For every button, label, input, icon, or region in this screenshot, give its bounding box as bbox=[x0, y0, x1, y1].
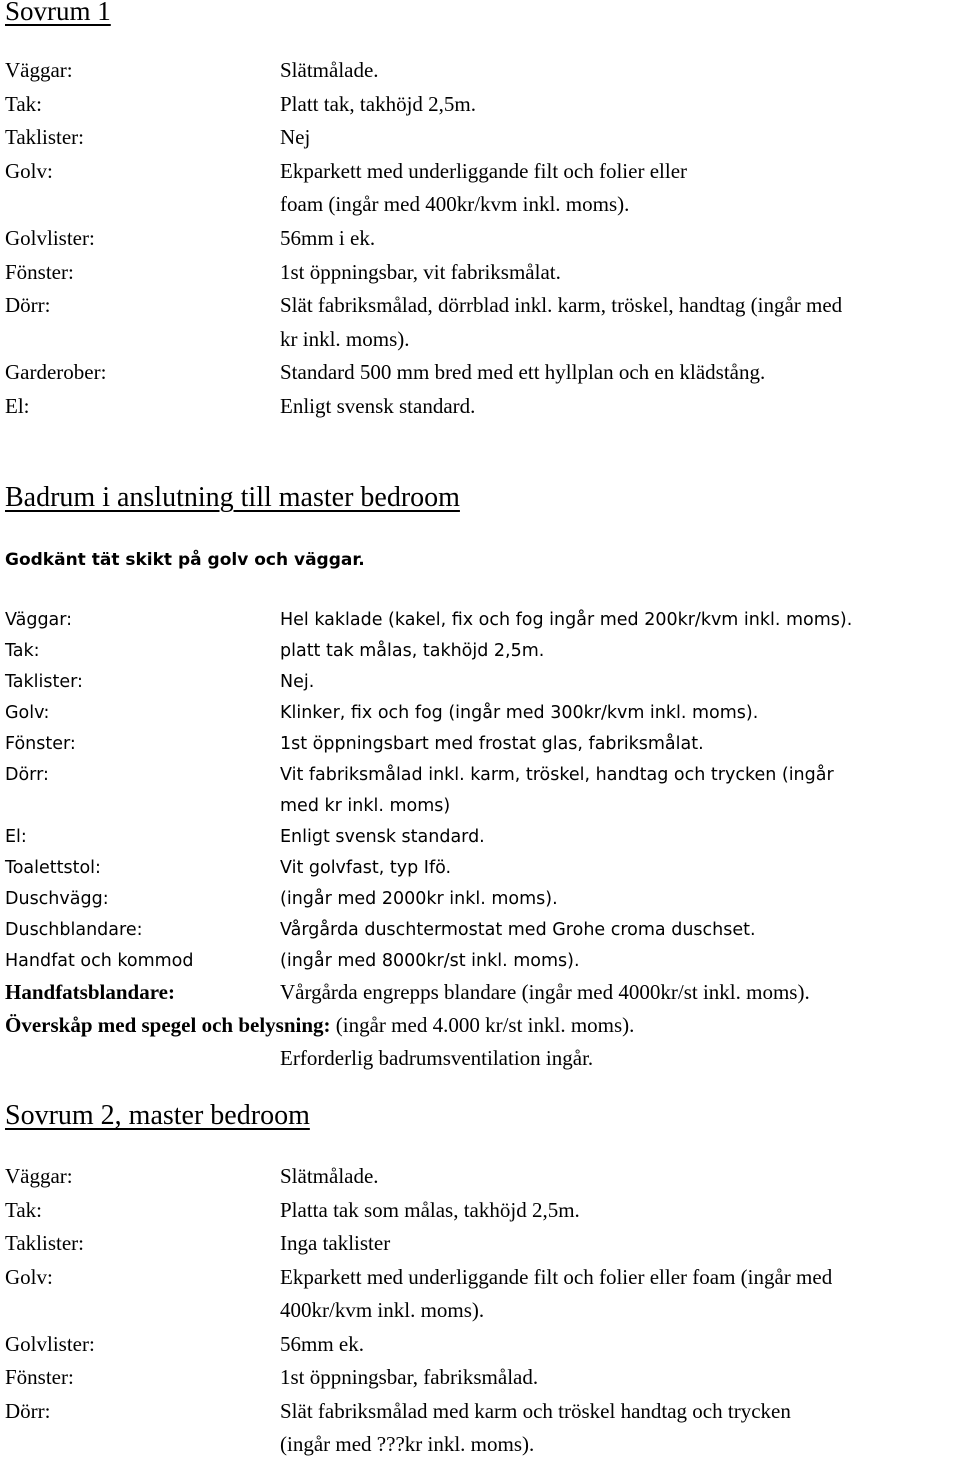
spec-row bbox=[5, 1164, 960, 1197]
spec-label: Golv: bbox=[5, 1264, 53, 1289]
spec-row bbox=[5, 1432, 960, 1465]
spec-row bbox=[5, 327, 960, 360]
spec-label: Toalettstol: bbox=[5, 858, 101, 878]
spec-label: Garderober: bbox=[5, 360, 107, 385]
spec-row bbox=[5, 260, 960, 293]
spec-label: Taklister: bbox=[5, 672, 83, 692]
spec-value: 56mm i ek. bbox=[280, 226, 376, 250]
handfatsblandare-row bbox=[5, 980, 810, 1005]
spec-value: Klinker, fix och fog (ingår med 300kr/kvm inkl. moms). bbox=[280, 703, 759, 723]
spec-label: Väggar: bbox=[5, 1164, 73, 1188]
spec-value: 400kr/kvm inkl. moms). bbox=[280, 1298, 485, 1322]
spec-label: Väggar: bbox=[5, 610, 73, 630]
spec-value: Platta tak som målas, takhöjd 2,5m. bbox=[280, 1197, 580, 1222]
spec-row bbox=[5, 159, 960, 192]
spec-row bbox=[5, 734, 960, 767]
spec-row bbox=[5, 192, 960, 225]
spec-label: Tak: bbox=[5, 641, 40, 661]
spec-label: El: bbox=[5, 827, 27, 847]
spec-value: Hel kaklade (kakel, fix och fog ingår med 200kr/kvm inkl. moms). bbox=[280, 610, 853, 630]
overskap-label: Överskåp med spegel och belysning: bbox=[5, 1013, 331, 1037]
spec-label: Handfat och kommod bbox=[5, 951, 194, 971]
spec-label: Fönster: bbox=[5, 734, 76, 754]
spec-row bbox=[5, 92, 960, 125]
spec-label: Fönster: bbox=[5, 259, 74, 284]
spec-label: Tak: bbox=[5, 91, 43, 116]
spec-row bbox=[5, 58, 960, 91]
spec-row bbox=[5, 293, 960, 326]
section-title-sovrum-2: Sovrum 2, master bedroom bbox=[5, 1100, 310, 1131]
spec-row bbox=[5, 889, 960, 922]
spec-row bbox=[5, 672, 960, 705]
spec-row bbox=[5, 1332, 960, 1365]
spec-value: Slätmålade. bbox=[280, 58, 379, 82]
spec-row bbox=[5, 1198, 960, 1231]
spec-value: (ingår med 8000kr/st inkl. moms). bbox=[280, 951, 580, 971]
spec-row bbox=[5, 920, 960, 953]
spec-label: Duschblandare: bbox=[5, 920, 143, 940]
spec-label: Taklister: bbox=[5, 125, 85, 150]
spec-value: Vit golvfast, typ Ifö. bbox=[280, 858, 452, 878]
spec-value: kr inkl. moms). bbox=[280, 326, 410, 351]
spec-value: Platt tak, takhöjd 2,5m. bbox=[280, 91, 476, 116]
spec-row bbox=[5, 610, 960, 643]
spec-value: Enligt svensk standard. bbox=[280, 394, 476, 418]
spec-row bbox=[5, 360, 960, 393]
spec-value: 1st öppningsbar, fabriksmålad. bbox=[280, 1365, 539, 1389]
spec-value: Slät fabriksmålad med karm och tröskel handtag och trycken bbox=[280, 1398, 791, 1423]
spec-value: Ekparkett med underliggande filt och folier eller bbox=[280, 158, 688, 183]
spec-row bbox=[5, 1365, 960, 1398]
spec-label: Golv: bbox=[5, 158, 53, 183]
spec-label: Duschvägg: bbox=[5, 889, 109, 909]
spec-value: Standard 500 mm bred med ett hyllplan och en klädstång. bbox=[280, 360, 766, 385]
spec-label: Väggar: bbox=[5, 58, 73, 82]
spec-label: Golvlister: bbox=[5, 1331, 95, 1356]
section-title-sovrum-1: Sovrum 1 bbox=[5, 0, 111, 26]
spec-row bbox=[5, 226, 960, 259]
spec-label: Taklister: bbox=[5, 1231, 85, 1255]
overskap-row bbox=[5, 1013, 634, 1038]
spec-label: Dörr: bbox=[5, 293, 51, 318]
spec-row bbox=[5, 394, 960, 427]
spec-row bbox=[5, 1298, 960, 1331]
badrum-intro-text: Godkänt tät skikt på golv och väggar. bbox=[5, 550, 365, 570]
spec-value: Nej. bbox=[280, 672, 315, 692]
ventilation-text: Erforderlig badrumsventilation ingår. bbox=[280, 1046, 594, 1070]
spec-value: Ekparkett med underliggande filt och folier eller foam (ingår med bbox=[280, 1264, 833, 1289]
spec-row bbox=[5, 641, 960, 674]
spec-value: (ingår med ???kr inkl. moms). bbox=[280, 1432, 535, 1456]
handfatsblandare-value: Vårgårda engrepps blandare (ingår med 4000kr/st inkl. moms). bbox=[280, 980, 810, 1004]
spec-value: platt tak målas, takhöjd 2,5m. bbox=[280, 641, 545, 661]
spec-label: Golv: bbox=[5, 703, 50, 723]
spec-value: (ingår med 2000kr inkl. moms). bbox=[280, 889, 558, 909]
spec-value: foam (ingår med 400kr/kvm inkl. moms). bbox=[280, 192, 630, 217]
spec-value: 1st öppningsbar, vit fabriksmålat. bbox=[280, 259, 561, 284]
spec-value: 1st öppningsbart med frostat glas, fabriksmålat. bbox=[280, 734, 704, 754]
spec-label: Dörr: bbox=[5, 765, 49, 785]
spec-row bbox=[5, 703, 960, 736]
spec-value: Vårgårda duschtermostat med Grohe croma duschset. bbox=[280, 920, 756, 940]
spec-row bbox=[5, 827, 960, 860]
spec-row bbox=[5, 796, 960, 829]
spec-label: Dörr: bbox=[5, 1398, 51, 1423]
spec-row bbox=[5, 1399, 960, 1432]
spec-row bbox=[5, 858, 960, 891]
spec-label: Fönster: bbox=[5, 1365, 74, 1389]
spec-value: Slätmålade. bbox=[280, 1164, 379, 1188]
handfatsblandare-label: Handfatsblandare: bbox=[5, 980, 175, 1004]
spec-label: Tak: bbox=[5, 1197, 43, 1222]
spec-row bbox=[5, 1231, 960, 1264]
spec-value: Inga taklister bbox=[280, 1231, 391, 1255]
section-title-badrum: Badrum i anslutning till master bedroom bbox=[5, 482, 460, 513]
spec-value: Vit fabriksmålad inkl. karm, tröskel, handtag och trycken (ingår bbox=[280, 765, 834, 785]
spec-value: Nej bbox=[280, 125, 311, 150]
spec-row bbox=[5, 1265, 960, 1298]
spec-label: Golvlister: bbox=[5, 226, 95, 250]
overskap-value: (ingår med 4.000 kr/st inkl. moms). bbox=[330, 1013, 635, 1037]
spec-value: med kr inkl. moms) bbox=[280, 796, 451, 816]
spec-row bbox=[5, 125, 960, 158]
spec-row bbox=[5, 765, 960, 798]
spec-value: 56mm ek. bbox=[280, 1331, 364, 1356]
spec-label: El: bbox=[5, 394, 30, 418]
spec-value: Enligt svensk standard. bbox=[280, 827, 485, 847]
spec-value: Slät fabriksmålad, dörrblad inkl. karm, tröskel, handtag (ingår med bbox=[280, 293, 843, 318]
